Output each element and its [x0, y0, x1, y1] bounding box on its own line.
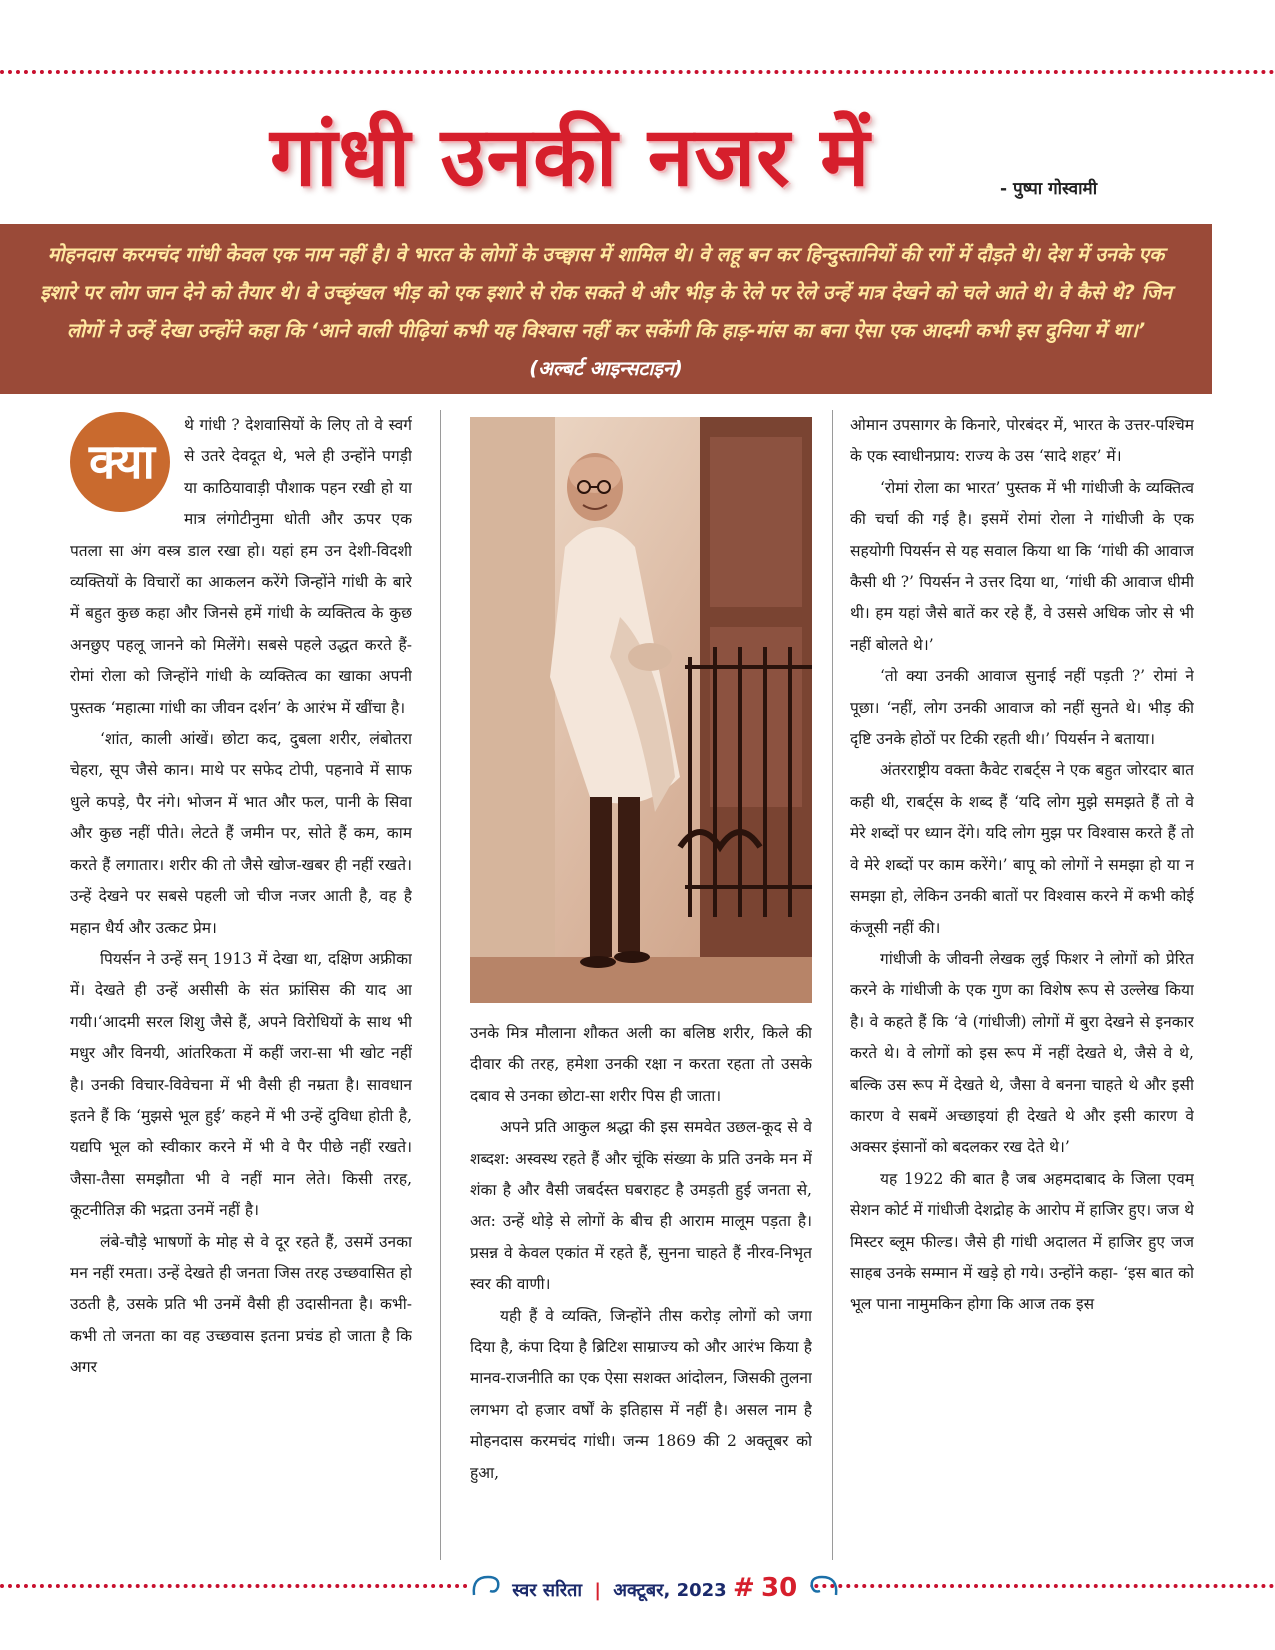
- dropcap-word: क्या: [89, 434, 155, 490]
- swirl-ornament-icon: [804, 1569, 840, 1614]
- page-hash: #: [732, 1573, 755, 1603]
- paragraph: ‘शांत, काली आंखें। छोटा कद, दुबला शरीर, लंबोतरा चेहरा, सूप जैसे कान। माथे पर सफेद टोपी, पहनावे में साफ धुले कपड़े, पैर नंगे। भोजन में भात और फल, पानी के सिवा और कुछ नहीं पीते। लेटते हैं जमीन पर, सोते हैं कम, काम करते हैं लगातार। शरीर की तो जैसे खोज-खबर ही नहीं रखते। उन्हें देखने पर सबसे पहली जो चीज नजर आती है, वह है महान धैर्य और उत्कट प्रेम।: [70, 730, 412, 937]
- paragraph: यह 1922 की बात है जब अहमदाबाद के जिला एवम् सेशन कोर्ट में गांधीजी देशद्रोह के आरोप में हाजिर हुए। जज थे मिस्टर ब्लूम फील्ड। जैसे ही गांधी अदालत में हाजिर हुए जज साहब उनके सम्मान में खड़े हो गये। उन्होंने कहा- ‘इस बात को भूल पाना नामुमकिन होगा कि आज तक इस: [850, 1169, 1194, 1314]
- paragraph: अपने प्रति आकुल श्रद्धा की इस समवेत उछल-कूद से वे शब्दश: अस्वस्थ रहते हैं और चूंकि संख्या के प्रति उनके मन में शंका है और वैसी जबर्दस्त घबराहट है उमड़ती हुई जनता से, अत: उन्हें थोड़े से लोगों के बीच ही आराम मालूम पड़ता है। प्रसन्न वे केवल एकांत में रहते हैं, सुनना चाहते हैं नीरव-निभृत स्वर की वाणी।: [470, 1118, 812, 1294]
- magazine-name: स्वर सरिता: [512, 1580, 583, 1601]
- article-title: गांधी उनकी नजर में: [270, 110, 871, 205]
- intro-attribution: (अल्बर्ट आइन्सटाइन): [529, 357, 683, 380]
- intro-box: [0, 224, 1212, 394]
- page-number: 30: [761, 1573, 798, 1603]
- footer-separator: |: [594, 1580, 601, 1601]
- intro-paragraph: [40, 236, 1172, 388]
- intro-text: मोहनदास करमचंद गांधी केवल एक नाम नहीं है। वे भारत के लोगों के उच्छ्वास में शामिल थे। वे लहू बन कर हिन्दुस्तानियों की रगों में दौड़ते थे। देश में उनके एक इशारे पर लोग जान देने को तैयार थे। वे उच्छृंखल भीड़ को एक इशारे से रोक सकते थे और भीड़ के रेले पर रेले उन्हें मात्र देखने को चले आते थे। वे कैसे थे? जिन लोगों ने उन्हें देखा उन्होंने कहा कि ‘आने वाली पीढ़ियां कभी यह विश्वास नहीं कर सकेंगी कि हाड़-मांस का बना ऐसा एक आदमी कभी इस दुनिया में था।’: [40, 243, 1172, 342]
- column-3: [850, 410, 1194, 1560]
- top-dotted-border: [0, 70, 1275, 74]
- column-divider: [832, 410, 833, 1560]
- dropcap: [70, 410, 176, 508]
- portrait-photo: [470, 417, 812, 1003]
- issue-date: अक्टूबर, 2023: [613, 1580, 727, 1601]
- paragraph: ओमान उपसागर के किनारे, पोरबंदर में, भारत के उत्तर-पश्चिम के एक स्वाधीनप्राय: राज्य के उस ‘सादे शहर’ में।: [850, 416, 1194, 466]
- paragraph: यही हैं वे व्यक्ति, जिन्होंने तीस करोड़ लोगों को जगा दिया है, कंपा दिया है ब्रिटिश साम्राज्य को और आरंभ किया है मानव-राजनीति का एक ऐसा सशक्त आंदोलन, जिसकी तुलना लगभग दो हजार वर्षों के इतिहास में नहीं है। असल नाम है मोहनदास करमचंद गांधी। जन्म 1869 की 2 अक्तूबर को हुआ,: [470, 1306, 812, 1482]
- swirl-ornament-icon: [470, 1569, 506, 1614]
- column-2: [470, 1018, 812, 1563]
- page-footer: [470, 1568, 810, 1608]
- paragraph: उनके मित्र मौलाना शौकत अली का बलिष्ठ शरीर, किले की दीवार की तरह, हमेशा उनकी रक्षा न करता रहता तो उसके दबाव से उनका छोटा-सा शरीर पिस ही जाता।: [470, 1024, 812, 1105]
- paragraph: ‘तो क्या उनकी आवाज सुनाई नहीं पड़ती ?’ रोमां ने पूछा। ‘नहीं, लोग उनकी आवाज को नहीं सुनते थे। भीड़ की दृष्टि उनके होठों पर टिकी रहती थी।’ पियर्सन ने बताया।: [850, 667, 1194, 749]
- paragraph: ‘रोमां रोला का भारत’ पुस्तक में भी गांधीजी के व्यक्तित्व की चर्चा की गई है। इसमें रोमां रोला ने गांधीजी के एक सहयोगी पियर्सन से यह सवाल किया था कि ‘गांधी की आवाज कैसी थी ?’ पियर्सन ने उत्तर दिया था, ‘गांधी की आवाज धीमी थी। हम यहां जैसे बातें कर रहे हैं, वे उससे अधिक जोर से भी नहीं बोलते थे।’: [850, 478, 1194, 654]
- paragraph: लंबे-चौड़े भाषणों के मोह से वे दूर रहते हैं, उसमें उनका मन नहीं रमता। उन्हें देखते ही जनता जिस तरह उच्छवासित हो उठती है, उसके प्रति भी उनमें वैसी ही उदासीनता है। कभी-कभी तो जनता का वह उच्छवास इतना प्रचंड हो जाता है कि अगर: [70, 1232, 412, 1377]
- author-byline: - पुष्पा गोस्वामी: [1000, 179, 1098, 199]
- paragraph: थे गांधी ? देशवासियों के लिए तो वे स्वर्ग से उतरे देवदूत थे, भले ही उन्होंने पगड़ी या काठियावाड़ी पौशाक पहन रखी हो या मात्र लंगोटीनुमा धोती और ऊपर एक पतला सा अंग वस्त्र डाल रखा हो। यहां हम उन देशी-विदशी व्यक्तियों के विचारों का आकलन करेंगे जिन्होंने गांधी के बारे में बहुत कुछ कहा और जिनसे हमें गांधी के व्यक्तित्व के कुछ अनछुए पहलू जानने को मिलेंगे। सबसे पहले उद्धत करते हैं- रोमां रोला को जिन्होंने गांधी के व्यक्तित्व का खाका अपनी पुस्तक ‘महात्मा गांधी का जीवन दर्शन’ के आरंभ में खींचा है।: [70, 416, 412, 717]
- paragraph: अंतरराष्ट्रीय वक्ता कैवेट राबर्ट्स ने एक बहुत जोरदार बात कही थी, राबर्ट्स के शब्द हैं ‘यदि लोग मुझे समझते हैं तो वे मेरे शब्दों पर ध्यान देंगे। यदि लोग मुझ पर विश्वास करते हैं तो वे मेरे शब्दों पर काम करेंगे।’ बापू को लोगों ने समझा हो या न समझा हो, लेकिन उनकी बातों पर विश्वास करने में कभी कोई कंजूसी नहीं की।: [850, 761, 1194, 937]
- column-1: [70, 410, 412, 1560]
- column-divider: [440, 410, 441, 1560]
- paragraph: पियर्सन ने उन्हें सन् 1913 में देखा था, दक्षिण अफ्रीका में। देखते ही उन्हें असीसी के संत फ्रांसिस की याद आ गयी।‘आदमी सरल शिशु जैसे हैं, अपने विरोधियों के साथ भी मधुर और विनयी, आंतरिकता में कहीं जरा-सा भी खोट नहीं है। उनकी विचार-विवेचना में भी वैसी ही नम्रता है। सावधान इतने हैं कि ‘मुझसे भूल हुई’ कहने में भी उन्हें दुविधा होती है, यद्यपि भूल को स्वीकार करने में भी वे पैर पीछे नहीं रखते। जैसा-तैसा समझौता भी वे नहीं मान लेते। किसी तरह, कूटनीतिज्ञ की भद्रता उनमें नहीं है।: [70, 949, 412, 1220]
- paragraph: गांधीजी के जीवनी लेखक लुई फिशर ने लोगों को प्रेरित करने के गांधीजी के एक गुण का विशेष रूप से उल्लेख किया है। वे कहते हैं कि ‘वे (गांधीजी) लोगों में बुरा देखने से इनकार करते थे। वे लोगों को इस रूप में नहीं देखते थे, जैसे वे थे, बल्कि उस रूप में देखते थे, जैसा वे बनना चाहते थे और इसी कारण वे सबमें अच्छाइयां ही देखते थे और इसी कारण वे अक्सर इंसानों को बदलकर रख देते थे।’: [850, 949, 1194, 1157]
